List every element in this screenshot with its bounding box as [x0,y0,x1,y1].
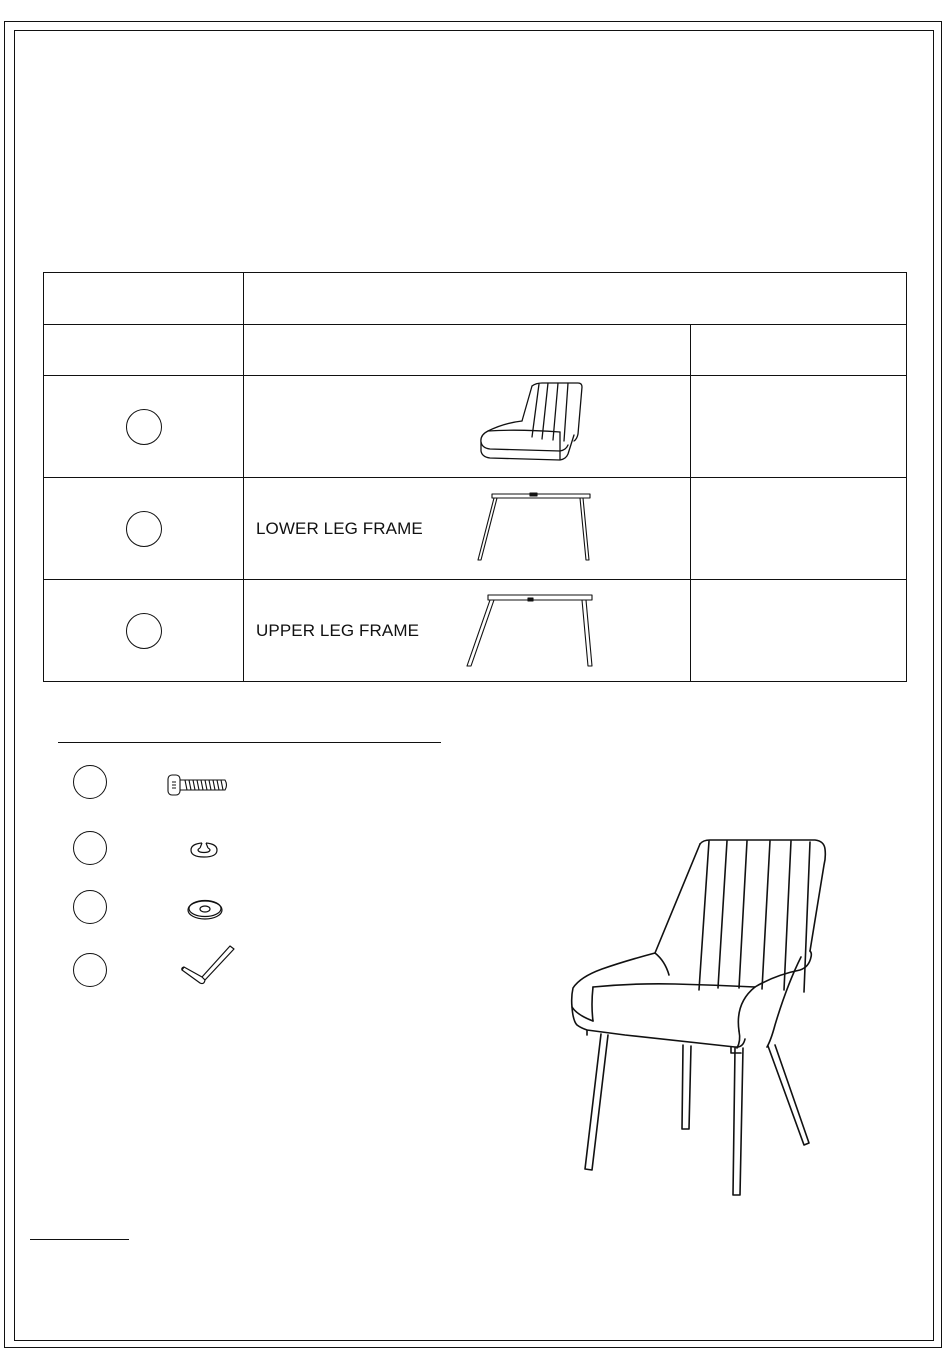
parts-subheader-cell [244,325,691,376]
hardware-number-circle [73,890,107,924]
hardware-title-underline [58,742,441,743]
part-name-cell [244,376,691,478]
assembled-chair-icon [555,835,835,1205]
part-qty-cell [691,580,907,682]
part-name-cell [244,580,691,682]
allen-key-icon [178,942,238,992]
parts-list-table [43,272,907,682]
part-name: UPPER LEG FRAME [256,621,420,640]
part-number-circle [126,511,162,547]
part-qty-cell [691,478,907,580]
hardware-number-circle [73,953,107,987]
table-row [44,376,907,478]
chair-seat-icon [474,379,586,461]
note-title-underline [30,1239,129,1240]
part-number-circle [126,613,162,649]
table-row [44,478,907,580]
table-row [44,580,907,682]
part-number-cell [44,478,244,580]
parts-subheader-cell [691,325,907,376]
hardware-number-circle [73,831,107,865]
upper-leg-frame-icon [464,592,600,670]
part-qty-cell [691,376,907,478]
parts-header-cell [44,273,244,325]
part-name: LOWER LEG FRAME [256,519,423,538]
flat-washer-icon [185,898,225,922]
part-number-circle [126,409,162,445]
spring-washer-icon [188,839,220,861]
parts-table-header-row [44,273,907,325]
part-number-cell [44,376,244,478]
hardware-number-circle [73,765,107,799]
bolt-icon [165,773,231,797]
lower-leg-frame-icon [472,492,596,564]
part-number-cell [44,580,244,682]
parts-header-cell [244,273,907,325]
parts-subheader-cell [44,325,244,376]
part-name-cell [244,478,691,580]
parts-table-subheader-row [44,325,907,376]
